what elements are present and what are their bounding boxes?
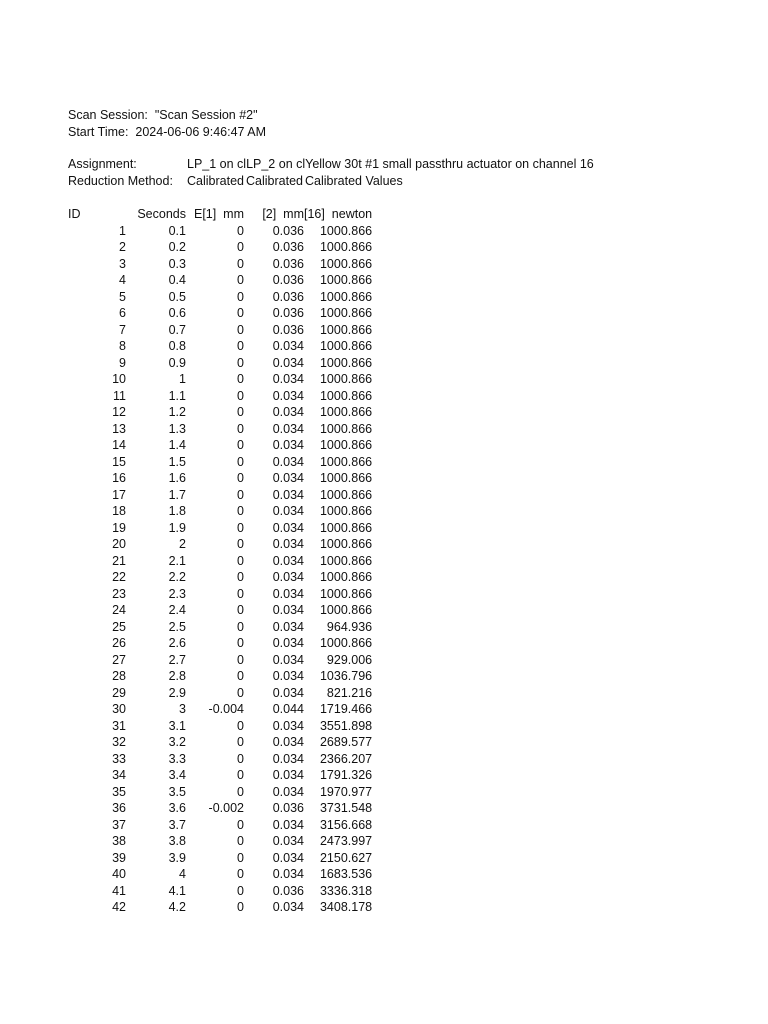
scan-data-table bbox=[68, 206, 372, 916]
e16-newton-cell: 1000.866 bbox=[319, 273, 373, 287]
id-cell: 11 bbox=[113, 388, 126, 403]
e16-newton-cell: 1000.866 bbox=[319, 322, 373, 337]
seconds-cell: 3.4 bbox=[168, 768, 186, 782]
table-row bbox=[68, 355, 372, 372]
reduction-method-value-2: Calibrated bbox=[246, 174, 303, 188]
e2-mm-cell: 0.034 bbox=[272, 454, 304, 469]
table-row bbox=[68, 602, 372, 619]
seconds-cell: 3.8 bbox=[168, 834, 186, 848]
e1-mm-cell: 0 bbox=[237, 768, 244, 782]
id-cell: 42 bbox=[112, 900, 126, 914]
table-row bbox=[68, 421, 372, 438]
e2-mm-cell: 0.034 bbox=[272, 834, 304, 848]
table-row bbox=[68, 454, 372, 471]
table-row bbox=[68, 866, 372, 883]
e2-mm-cell: 0.034 bbox=[272, 438, 304, 452]
id-cell: 9 bbox=[119, 355, 126, 370]
e16-newton-cell: 1000.866 bbox=[319, 537, 373, 551]
e1-mm-cell: 0 bbox=[237, 669, 244, 683]
seconds-cell: 4.2 bbox=[168, 900, 186, 914]
id-cell: 4 bbox=[119, 273, 126, 287]
table-row bbox=[68, 371, 372, 388]
e1-mm-cell: 0 bbox=[237, 339, 244, 353]
start-time-label: Start Time: bbox=[68, 125, 129, 139]
e16-newton-cell: 1000.866 bbox=[319, 256, 373, 271]
reduction-method-label: Reduction Method: bbox=[68, 174, 173, 188]
e2-mm-cell: 0.034 bbox=[272, 405, 304, 419]
table-row bbox=[68, 800, 372, 817]
e16-newton-cell: 3731.548 bbox=[319, 801, 373, 815]
e16-newton-cell: 1000.866 bbox=[319, 223, 373, 238]
table-row bbox=[68, 487, 372, 504]
e1-mm-cell: 0 bbox=[237, 619, 244, 634]
table-row bbox=[68, 388, 372, 405]
seconds-cell: 3.7 bbox=[168, 817, 186, 832]
table-row bbox=[68, 652, 372, 669]
e2-mm-cell: 0.034 bbox=[272, 339, 304, 353]
e2-mm-cell: 0.034 bbox=[272, 636, 304, 650]
scan-session-line bbox=[68, 107, 258, 124]
e2-mm-cell: 0.034 bbox=[272, 487, 304, 502]
id-cell: 15 bbox=[112, 454, 126, 469]
id-cell: 22 bbox=[112, 570, 126, 584]
seconds-cell: 2.9 bbox=[168, 685, 186, 700]
id-cell: 25 bbox=[112, 619, 126, 634]
e1-mm-cell: 0 bbox=[237, 817, 244, 832]
table-row bbox=[68, 833, 372, 850]
e16-newton-cell: 1970.977 bbox=[319, 784, 373, 799]
e1-mm-cell: -0.002 bbox=[208, 801, 244, 815]
id-cell: 17 bbox=[112, 487, 126, 502]
seconds-cell: 3.3 bbox=[168, 751, 186, 766]
e1-mm-cell: 0 bbox=[237, 570, 244, 584]
reduction-method-value-1: Calibrated bbox=[187, 174, 244, 188]
e16-newton-cell: 1000.866 bbox=[319, 636, 373, 650]
seconds-cell: 4.1 bbox=[168, 883, 186, 898]
seconds-cell: 1.2 bbox=[168, 405, 186, 419]
e2-mm-cell: 0.034 bbox=[272, 817, 304, 832]
id-cell: 33 bbox=[112, 751, 126, 766]
e2-mm-cell: 0.044 bbox=[272, 702, 304, 716]
e1-mm-cell: 0 bbox=[237, 718, 244, 733]
seconds-cell: 0.1 bbox=[168, 223, 186, 238]
table-row bbox=[68, 767, 372, 784]
table-row bbox=[68, 883, 372, 900]
seconds-cell: 3.6 bbox=[168, 801, 186, 815]
e1-mm-cell: 0 bbox=[237, 223, 244, 238]
id-cell: 26 bbox=[112, 636, 126, 650]
e16-newton-cell: 3336.318 bbox=[319, 883, 373, 898]
table-row bbox=[68, 586, 372, 603]
e16-newton-cell: 1683.536 bbox=[319, 867, 373, 881]
e16-newton-cell: 1719.466 bbox=[319, 702, 373, 716]
table-row bbox=[68, 751, 372, 768]
e16-newton-cell: 1000.866 bbox=[319, 553, 373, 568]
table-row bbox=[68, 668, 372, 685]
header-id: ID bbox=[68, 207, 81, 221]
e2-mm-cell: 0.034 bbox=[272, 652, 304, 667]
seconds-cell: 1.3 bbox=[168, 421, 186, 436]
seconds-cell: 2.7 bbox=[168, 652, 186, 667]
e16-newton-cell: 1791.326 bbox=[319, 768, 373, 782]
e16-newton-cell: 929.006 bbox=[326, 652, 373, 667]
e2-mm-cell: 0.034 bbox=[272, 355, 304, 370]
e2-mm-cell: 0.036 bbox=[272, 223, 304, 238]
header-seconds: Seconds bbox=[137, 207, 186, 221]
id-cell: 30 bbox=[112, 702, 126, 716]
table-row bbox=[68, 272, 372, 289]
table-row bbox=[68, 685, 372, 702]
e16-newton-cell: 1000.866 bbox=[319, 487, 373, 502]
table-row bbox=[68, 404, 372, 421]
seconds-cell: 1.7 bbox=[168, 487, 186, 502]
e1-mm-cell: 0 bbox=[237, 438, 244, 452]
table-row bbox=[68, 338, 372, 355]
e16-newton-cell: 3156.668 bbox=[319, 817, 373, 832]
header-e2-mm: [2] mm bbox=[262, 207, 304, 221]
e2-mm-cell: 0.034 bbox=[272, 553, 304, 568]
e2-mm-cell: 0.034 bbox=[272, 471, 304, 485]
seconds-cell: 2.3 bbox=[168, 586, 186, 601]
id-cell: 39 bbox=[112, 850, 126, 865]
e2-mm-cell: 0.034 bbox=[272, 421, 304, 436]
e2-mm-cell: 0.034 bbox=[272, 570, 304, 584]
id-cell: 3 bbox=[119, 256, 126, 271]
e16-newton-cell: 3551.898 bbox=[319, 718, 373, 733]
e2-mm-cell: 0.034 bbox=[272, 669, 304, 683]
reduction-method-value-3: Calibrated Values bbox=[305, 174, 403, 188]
e1-mm-cell: 0 bbox=[237, 867, 244, 881]
e1-mm-cell: 0 bbox=[237, 603, 244, 617]
table-row bbox=[68, 734, 372, 751]
table-body bbox=[68, 223, 372, 916]
seconds-cell: 1.1 bbox=[168, 388, 186, 403]
id-cell: 34 bbox=[112, 768, 126, 782]
id-cell: 1 bbox=[119, 223, 126, 238]
e1-mm-cell: 0 bbox=[237, 240, 244, 254]
seconds-cell: 3 bbox=[179, 702, 186, 716]
id-cell: 20 bbox=[112, 537, 126, 551]
seconds-cell: 2.6 bbox=[168, 636, 186, 650]
e1-mm-cell: 0 bbox=[237, 636, 244, 650]
table-row bbox=[68, 256, 372, 273]
e1-mm-cell: 0 bbox=[237, 751, 244, 766]
e1-mm-cell: 0 bbox=[237, 784, 244, 799]
table-row bbox=[68, 239, 372, 256]
e16-newton-cell: 1000.866 bbox=[319, 454, 373, 469]
seconds-cell: 1 bbox=[179, 372, 186, 386]
e1-mm-cell: 0 bbox=[237, 834, 244, 848]
id-cell: 40 bbox=[112, 867, 126, 881]
e2-mm-cell: 0.036 bbox=[272, 240, 304, 254]
e16-newton-cell: 2689.577 bbox=[319, 735, 373, 749]
table-row bbox=[68, 520, 372, 537]
start-time-value: 2024-06-06 9:46:47 AM bbox=[135, 125, 267, 139]
e2-mm-cell: 0.036 bbox=[272, 256, 304, 271]
table-header-row bbox=[68, 206, 372, 223]
id-cell: 2 bbox=[119, 240, 126, 254]
id-cell: 12 bbox=[112, 405, 126, 419]
header-e16-newton: [16] newton bbox=[304, 207, 373, 221]
e1-mm-cell: 0 bbox=[237, 537, 244, 551]
e1-mm-cell: 0 bbox=[237, 355, 244, 370]
seconds-cell: 1.8 bbox=[168, 504, 186, 518]
seconds-cell: 1.5 bbox=[168, 454, 186, 469]
seconds-cell: 0.8 bbox=[168, 339, 186, 353]
e2-mm-cell: 0.034 bbox=[272, 685, 304, 700]
seconds-cell: 2.2 bbox=[168, 570, 186, 584]
e1-mm-cell: 0 bbox=[237, 850, 244, 865]
e1-mm-cell: 0 bbox=[237, 289, 244, 304]
e1-mm-cell: 0 bbox=[237, 553, 244, 568]
e16-newton-cell: 2366.207 bbox=[319, 751, 373, 766]
id-cell: 29 bbox=[112, 685, 126, 700]
table-row bbox=[68, 437, 372, 454]
e2-mm-cell: 0.034 bbox=[272, 603, 304, 617]
seconds-cell: 0.3 bbox=[168, 256, 186, 271]
seconds-cell: 2.1 bbox=[168, 553, 186, 568]
e1-mm-cell: 0 bbox=[237, 883, 244, 898]
assignment-value: LP_1 on clLP_2 on clYellow 30t #1 small passthru actuator on channel 16 bbox=[187, 157, 594, 171]
e2-mm-cell: 0.036 bbox=[272, 289, 304, 304]
id-cell: 14 bbox=[112, 438, 126, 452]
e16-newton-cell: 1000.866 bbox=[319, 603, 373, 617]
id-cell: 8 bbox=[119, 339, 126, 353]
id-cell: 10 bbox=[112, 372, 126, 386]
e16-newton-cell: 1000.866 bbox=[319, 240, 373, 254]
id-cell: 38 bbox=[112, 834, 126, 848]
seconds-cell: 3.5 bbox=[168, 784, 186, 799]
seconds-cell: 0.5 bbox=[168, 289, 186, 304]
table-row bbox=[68, 635, 372, 652]
e2-mm-cell: 0.034 bbox=[272, 372, 304, 386]
seconds-cell: 2.8 bbox=[168, 669, 186, 683]
e16-newton-cell: 1036.796 bbox=[319, 669, 373, 683]
id-cell: 37 bbox=[112, 817, 126, 832]
e2-mm-cell: 0.034 bbox=[272, 867, 304, 881]
e16-newton-cell: 821.216 bbox=[326, 685, 373, 700]
start-time-line bbox=[68, 124, 266, 141]
id-cell: 21 bbox=[112, 553, 126, 568]
id-cell: 16 bbox=[112, 471, 126, 485]
e1-mm-cell: 0 bbox=[237, 322, 244, 337]
e1-mm-cell: 0 bbox=[237, 256, 244, 271]
seconds-cell: 3.1 bbox=[168, 718, 186, 733]
seconds-cell: 1.6 bbox=[168, 471, 186, 485]
e2-mm-cell: 0.034 bbox=[272, 900, 304, 914]
seconds-cell: 0.2 bbox=[168, 240, 186, 254]
e16-newton-cell: 1000.866 bbox=[319, 355, 373, 370]
table-row bbox=[68, 701, 372, 718]
e16-newton-cell: 1000.866 bbox=[319, 405, 373, 419]
table-row bbox=[68, 305, 372, 322]
e16-newton-cell: 1000.866 bbox=[319, 339, 373, 353]
e1-mm-cell: 0 bbox=[237, 372, 244, 386]
table-row bbox=[68, 289, 372, 306]
e2-mm-cell: 0.036 bbox=[272, 306, 304, 320]
seconds-cell: 1.4 bbox=[168, 438, 186, 452]
id-cell: 13 bbox=[112, 421, 126, 436]
id-cell: 24 bbox=[112, 603, 126, 617]
id-cell: 28 bbox=[112, 669, 126, 683]
e16-newton-cell: 1000.866 bbox=[319, 421, 373, 436]
seconds-cell: 1.9 bbox=[168, 520, 186, 535]
seconds-cell: 2.4 bbox=[168, 603, 186, 617]
e1-mm-cell: 0 bbox=[237, 454, 244, 469]
e1-mm-cell: 0 bbox=[237, 520, 244, 535]
e2-mm-cell: 0.034 bbox=[272, 751, 304, 766]
e16-newton-cell: 1000.866 bbox=[319, 504, 373, 518]
e1-mm-cell: 0 bbox=[237, 735, 244, 749]
table-row bbox=[68, 553, 372, 570]
e1-mm-cell: 0 bbox=[237, 586, 244, 601]
e2-mm-cell: 0.034 bbox=[272, 586, 304, 601]
e2-mm-cell: 0.034 bbox=[272, 718, 304, 733]
table-row bbox=[68, 536, 372, 553]
id-cell: 32 bbox=[112, 735, 126, 749]
e1-mm-cell: 0 bbox=[237, 685, 244, 700]
e16-newton-cell: 1000.866 bbox=[319, 471, 373, 485]
table-row bbox=[68, 619, 372, 636]
e1-mm-cell: 0 bbox=[237, 652, 244, 667]
e16-newton-cell: 3408.178 bbox=[319, 900, 373, 914]
id-cell: 18 bbox=[112, 504, 126, 518]
e2-mm-cell: 0.034 bbox=[272, 537, 304, 551]
seconds-cell: 3.2 bbox=[168, 735, 186, 749]
e16-newton-cell: 2150.627 bbox=[319, 850, 373, 865]
e1-mm-cell: 0 bbox=[237, 471, 244, 485]
scan-session-value: "Scan Session #2" bbox=[154, 108, 258, 122]
e2-mm-cell: 0.034 bbox=[272, 784, 304, 799]
e2-mm-cell: 0.034 bbox=[272, 735, 304, 749]
table-row bbox=[68, 223, 372, 240]
e16-newton-cell: 1000.866 bbox=[319, 570, 373, 584]
table-row bbox=[68, 470, 372, 487]
e16-newton-cell: 1000.866 bbox=[319, 388, 373, 403]
seconds-cell: 0.6 bbox=[168, 306, 186, 320]
e2-mm-cell: 0.036 bbox=[272, 801, 304, 815]
e16-newton-cell: 2473.997 bbox=[319, 834, 373, 848]
e1-mm-cell: 0 bbox=[237, 388, 244, 403]
e2-mm-cell: 0.034 bbox=[272, 619, 304, 634]
table-row bbox=[68, 569, 372, 586]
e1-mm-cell: 0 bbox=[237, 273, 244, 287]
e2-mm-cell: 0.034 bbox=[272, 520, 304, 535]
e1-mm-cell: 0 bbox=[237, 504, 244, 518]
seconds-cell: 4 bbox=[179, 867, 186, 881]
id-cell: 35 bbox=[112, 784, 126, 799]
table-row bbox=[68, 850, 372, 867]
e2-mm-cell: 0.034 bbox=[272, 504, 304, 518]
id-cell: 7 bbox=[119, 322, 126, 337]
e1-mm-cell: 0 bbox=[237, 421, 244, 436]
id-cell: 19 bbox=[112, 520, 126, 535]
scan-session-label: Scan Session: bbox=[68, 108, 148, 122]
seconds-cell: 2 bbox=[179, 537, 186, 551]
id-cell: 6 bbox=[119, 306, 126, 320]
e1-mm-cell: -0.004 bbox=[208, 702, 244, 716]
id-cell: 31 bbox=[112, 718, 126, 733]
e2-mm-cell: 0.034 bbox=[272, 388, 304, 403]
e2-mm-cell: 0.036 bbox=[272, 273, 304, 287]
e16-newton-cell: 1000.866 bbox=[319, 306, 373, 320]
e2-mm-cell: 0.036 bbox=[272, 883, 304, 898]
seconds-cell: 3.9 bbox=[168, 850, 186, 865]
id-cell: 36 bbox=[112, 801, 126, 815]
assignment-label: Assignment: bbox=[68, 157, 137, 171]
table-row bbox=[68, 503, 372, 520]
e1-mm-cell: 0 bbox=[237, 405, 244, 419]
table-row bbox=[68, 718, 372, 735]
e16-newton-cell: 1000.866 bbox=[319, 372, 373, 386]
id-cell: 23 bbox=[112, 586, 126, 601]
id-cell: 5 bbox=[119, 289, 126, 304]
table-row bbox=[68, 322, 372, 339]
e16-newton-cell: 1000.866 bbox=[319, 289, 373, 304]
table-row bbox=[68, 899, 372, 916]
e16-newton-cell: 1000.866 bbox=[319, 586, 373, 601]
table-row bbox=[68, 817, 372, 834]
id-cell: 41 bbox=[112, 883, 126, 898]
header-e1-mm: E[1] mm bbox=[193, 207, 244, 221]
e2-mm-cell: 0.034 bbox=[272, 768, 304, 782]
seconds-cell: 0.4 bbox=[168, 273, 186, 287]
e1-mm-cell: 0 bbox=[237, 487, 244, 502]
seconds-cell: 0.9 bbox=[168, 355, 186, 370]
id-cell: 27 bbox=[112, 652, 126, 667]
seconds-cell: 0.7 bbox=[168, 322, 186, 337]
e1-mm-cell: 0 bbox=[237, 900, 244, 914]
table-row bbox=[68, 784, 372, 801]
e16-newton-cell: 964.936 bbox=[326, 619, 373, 634]
e2-mm-cell: 0.036 bbox=[272, 322, 304, 337]
e1-mm-cell: 0 bbox=[237, 306, 244, 320]
seconds-cell: 2.5 bbox=[168, 619, 186, 634]
e2-mm-cell: 0.034 bbox=[272, 850, 304, 865]
e16-newton-cell: 1000.866 bbox=[319, 438, 373, 452]
e16-newton-cell: 1000.866 bbox=[319, 520, 373, 535]
